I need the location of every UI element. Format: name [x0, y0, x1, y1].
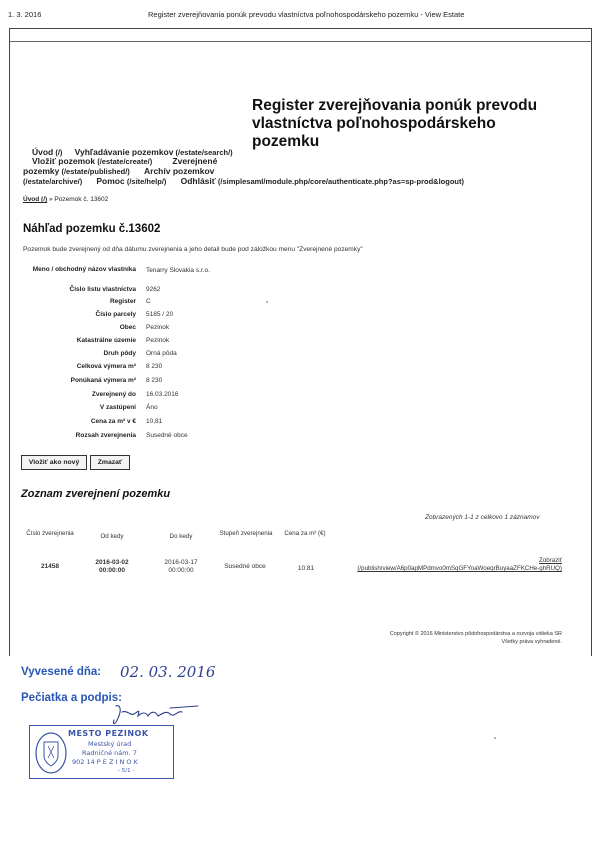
nav-pomoc[interactable]: Pomoc (/site/help/) [96, 176, 167, 186]
nav-vyhladavanie[interactable]: Vyhľadávanie pozemkov (/estate/search/) [74, 147, 233, 157]
row-view-label[interactable]: Zobraziť [539, 557, 562, 564]
site-title-line-1: Register zverejňovania ponúk prevodu [252, 97, 538, 114]
field-label-rozsah: Rozsah zverejnenia [75, 432, 136, 439]
site-title-line-2: vlastníctva poľnohospodárskeho [252, 115, 496, 132]
nav-line-2 [32, 156, 217, 166]
posted-date: 02. 03. 2016 [120, 663, 216, 681]
field-value-parcel: 5185 / 20 [146, 311, 174, 318]
stamp-label: Pečiatka a podpis: [21, 692, 122, 704]
print-title: Register zverejňovania ponúk prevodu vlastníctva poľnohospodárskeho pozemku - View Estate [148, 10, 465, 19]
stamp-line-3: Radničné nám. 7 [82, 749, 137, 757]
col-header-number: Číslo zverejnenia [26, 530, 74, 537]
field-value-zastupenie: Áno [146, 404, 158, 411]
nav-zverejnene[interactable]: Zverejnené [172, 156, 218, 166]
field-label-register: Register [109, 298, 136, 305]
breadcrumb-current: » Pozemok č. 13602 [47, 196, 109, 203]
site-title-line-3: pozemku [252, 133, 320, 150]
top-band [9, 28, 592, 42]
row-view-link[interactable] [340, 557, 562, 573]
nav-odhlasit[interactable]: Odhlásiť (/simplesaml/module.php/core/authenticate.php?as=sp-prod&logout) [180, 176, 464, 186]
stamp-line-2: Mestský úrad [88, 740, 132, 748]
field-label-parcel: Číslo parcely [95, 311, 136, 318]
col-header-level: Stupeň zverejnenia [219, 530, 273, 537]
row-to: 2016-03-17 00:00:00 [164, 559, 198, 574]
rights: Všetky práva vyhradené. [501, 639, 562, 645]
field-value-celkova: 8 230 [146, 363, 163, 370]
row-view-url[interactable]: (/publish/view/A6p0apMPdmvo0mSqGFYoaWoeqrBuyaaZFKCHe-ghRUQ) [357, 565, 562, 572]
field-value-obec: Pezinok [146, 324, 170, 331]
posted-label: Vyvesené dňa: [21, 666, 102, 678]
field-label-zastupenie: V zastúpení [99, 404, 136, 411]
field-label-ponukana: Ponúkaná výmera m² [70, 377, 136, 384]
field-value-cena: 10,81 [146, 418, 163, 425]
nav-zverejnene-cont[interactable]: pozemky (/estate/published/) [23, 166, 130, 176]
field-value-zverejneny-do: 16.03.2016 [146, 391, 179, 398]
scan-speck [266, 301, 268, 303]
field-value-ku: Pezinok [146, 337, 170, 344]
field-value-lv: 9262 [146, 286, 161, 293]
stamp-line-1: MESTO PEZINOK [68, 729, 149, 738]
insert-as-new-button[interactable]: Vložiť ako nový [21, 455, 87, 470]
col-header-price: Cena za m² (€) [284, 530, 326, 537]
nav-line-4 [23, 176, 464, 186]
nav-archiv[interactable]: Archív pozemkov [144, 166, 215, 176]
row-number: 21458 [40, 563, 60, 570]
field-value-rozsah: Susedné obce [146, 432, 188, 439]
detail-intro: Pozemok bude zverejnený od dňa dátumu zverejnenia a jeho detail bude pod záložkou menu "Zverejnené pozemky" [23, 246, 363, 253]
field-label-celkova: Celková výmera m² [76, 363, 136, 370]
print-date: 1. 3. 2016 [8, 10, 42, 19]
site-title [252, 97, 572, 151]
official-stamp [29, 725, 174, 779]
copyright: Copyright © 2016 Ministerstvo pôdohospodárstva a rozvoja vidieka SR [389, 631, 562, 637]
listing-heading: Zoznam zverejnení pozemku [21, 488, 171, 500]
stamp-line-4: 902 14 P E Z I N O K [72, 758, 138, 766]
detail-heading: Náhľad pozemku č.13602 [23, 223, 161, 235]
field-label-druh: Druh pôdy [103, 350, 136, 357]
col-header-to: Do kedy [169, 533, 193, 540]
nav-line-3 [23, 166, 214, 176]
row-level: Susedné obce [224, 563, 266, 570]
listing-count: Zobrazených 1-1 z celkovo 1 záznamov [425, 514, 540, 521]
field-value-register: C [146, 298, 151, 305]
stamp-line-5: - 5/1 - [118, 768, 135, 774]
field-label-obec: Obec [119, 324, 136, 331]
delete-button[interactable]: Zmazať [90, 455, 130, 470]
row-from: 2016-03-02 00:00:00 [95, 559, 129, 574]
scan-speck-2 [494, 737, 496, 739]
field-value-druh: Orná pôda [146, 350, 177, 357]
field-label-owner: Meno / obchodný názov vlastníka [32, 266, 136, 273]
nav-archiv-url[interactable]: (/estate/archive/) [23, 177, 83, 186]
field-value-ponukana: 8 230 [146, 377, 163, 384]
breadcrumb [23, 196, 108, 203]
field-label-zverejneny-do: Zverejnený do [91, 391, 136, 398]
nav-vlozit-pozemok[interactable]: Vložiť pozemok (/estate/create/) [32, 156, 153, 166]
coat-of-arms-icon [34, 730, 68, 776]
row-price: 10.81 [297, 565, 315, 572]
field-label-cena: Cena za m² v € [90, 418, 136, 425]
field-value-owner: Tenarry Slovakia s.r.o. [146, 267, 210, 274]
field-label-ku: Katastrálne územie [76, 337, 136, 344]
col-header-from: Od kedy [100, 533, 124, 540]
nav-uvod[interactable]: Úvod (/) [32, 147, 63, 157]
field-label-lv: Číslo listu vlastníctva [69, 286, 136, 293]
breadcrumb-home[interactable]: Úvod (/) [23, 196, 48, 203]
